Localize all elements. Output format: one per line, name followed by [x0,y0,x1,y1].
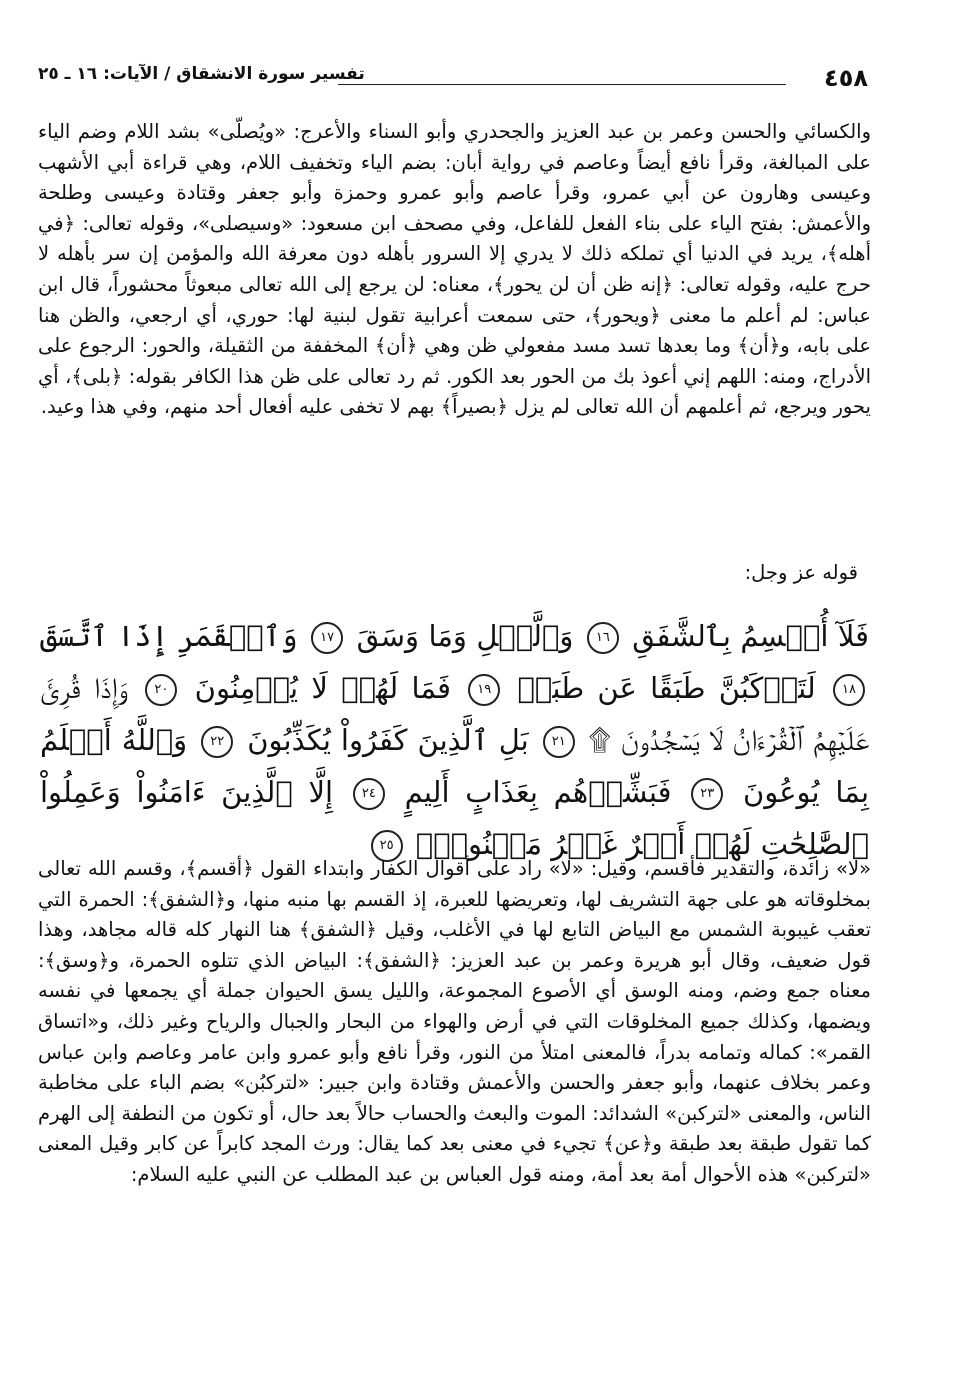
verse-text: وَٱللَّهُ أَعۡلَمُ بِمَا يُوعُونَ [40,723,870,809]
verse-text: فَبَشِّرۡهُم بِعَذَابٍ أَلِيمٍ [388,775,672,809]
ayah-number-marker: ٢١ [543,726,575,758]
intro-line: قوله عز وجل: [744,561,858,584]
verse-text: وَٱلۡقَمَرِ إِذَا ٱتَّسَقَ [40,619,298,653]
verse-text: فَلَآ أُقۡسِمُ بِٱلشَّفَقِ [622,619,870,653]
ayah-number-marker: ٢٠ [145,674,177,706]
ayah-number-marker: ١٩ [468,674,500,706]
ayah-number-marker: ٢٣ [691,778,723,810]
page-header [38,60,868,96]
verse-text: إِلَّا ٱلَّذِينَ ءَامَنُواْ وَعَمِلُواْ ٱلصَّٰلِحَٰتِ لَهُمۡ أَجۡرٌ غَيۡرُ مَمۡنُونِۭ [40,775,869,861]
verse-text: لَتَرۡكَبُنَّ طَبَقًا عَن طَبَقٖ [504,671,816,705]
ayah-number-marker: ١٨ [833,674,865,706]
quran-passage [40,610,870,861]
verse-text: وَٱلَّيۡلِ وَمَا وَسَقَ [347,619,574,653]
page-number: ٤٥٨ [824,64,868,92]
header-rule [338,84,786,85]
ayah-number-marker: ١٧ [311,622,343,654]
verse-text: فَمَا لَهُمۡ لَا يُؤۡمِنُونَ [181,671,451,705]
ayah-number-marker: ٢٢ [201,726,233,758]
commentary-paragraph-1: والكسائي والحسن وعمر بن عبد العزيز والجحدري وأبو السناء والأعرج: «ويُصلّى» بشد اللام وضم الياء على المبالغة، وقرأ نافع أيضاً وعاصم في رواية أبان: بضم الياء وتخفيف اللام، وهي قراءة أبي الأشهب وعيسى وهارون عن أبي عمرو، وقرأ عاصم وأبو عمرو وحمزة وأبو جعفر وقتادة وعيسى وطلحة والأعمش: بفتح الياء على بناء الفعل للفاعل، وفي مصحف ابن مسعود: «وسيصلى»، وقوله تعالى: ﴿في أهله﴾، يريد في الدنيا أي تملكه ذلك لا يدري إلا السرور بأهله دون معرفة الله والمؤمن إن سر بأهله لا حرج عليه، وقوله تعالى: ﴿إنه ظن أن لن يحور﴾، معناه: لن يرجع إلى الله تعالى مبعوثاً محشوراً، قال ابن عباس: لم أعلم ما معنى ﴿ويحور﴾، حتى سمعت أعرابية تقول لبنية لها: حوري، أي ارجعي، والظن هنا على بابه، و﴿أن﴾ وما بعدها تسد مسد مفعولي ظن وهي ﴿أن﴾ المخففة من الثقيلة، والحور: الرجوع على الأدراج، ومنه: اللهم إني أعوذ بك من الحور بعد الكور. ثم رد تعالى على ظن هذا الكافر بقوله: ﴿بلى﴾، أي يحور ويرجع، ثم أعلمهم أن الله تعالى لم يزل ﴿بصيراً﴾ بهم لا تخفى عليه أفعال أحد منهم، وفي هذا وعيد. [38,120,871,419]
commentary-paragraph-2: «لا» زائدة، والتقدير فأقسم، وقيل: «لا» راد على أقوال الكفار وابتداء القول ﴿أقسم﴾، وقسم الله تعالى بمخلوقاته هو على جهة التشريف لها، وتعريضها للعبرة، إذ القسم بها منبه منها، و﴿الشفق﴾: الحمرة التي تعقب غيبوبة الشمس مع البياض التابع لها في الأغلب، وقيل ﴿الشفق﴾ هنا النهار كله قاله مجاهد، وهذا قول ضعيف، وقال أبو هريرة وعمر بن عبد العزيز: ﴿الشفق﴾: البياض الذي تتلوه الحمرة، و﴿وسق﴾: معناه جمع وضم، ومنه الوسق أي الأصوع المجموعة، والليل يسق الحيوان جملة أي يجمعها في نفسه ويضمها، وكذلك جميع المخلوقات التي في أرض والهواء من البحار والجبال والرياح وغير ذلك، و«اتساق القمر»: كماله وتمامه بدراً، فالمعنى امتلأ من النور، وقرأ نافع وأبو عمرو وابن عامر وعاصم وابن عباس وعمر بخلاف عنهما، وأبو جعفر والحسن والأعمش وقتادة وابن جبير: «لتركبُن» بضم الباء على مخاطبة الناس، والمعنى «لتركبن» الشدائد: الموت والبعث والحساب حالاً بعد حال، أو تكون من النطفة إلى الهرم كما تقول طبقة بعد طبقة و﴿عن﴾ تجيء في معنى بعد كما يقال: ورث المجد كابراً عن كابر وقيل المعنى «لتركبن» هذه الأحوال أمة بعد أمة، ومنه قول العباس بن عبد المطلب عن النبي عليه السلام: [38,857,871,1186]
verse-text: وَإِذَا قُرِئَ عَلَيۡهِمُ ٱلۡقُرۡءَانُ لَا يَسۡجُدُونَ ۩ [40,671,870,757]
verse-text: بَلِ ٱلَّذِينَ كَفَرُواْ يُكَذِّبُونَ [237,723,529,757]
ayah-number-marker: ٢٥ [371,830,403,862]
ayah-number-marker: ٢٤ [353,778,385,810]
ayah-number-marker: ١٦ [587,622,619,654]
running-title: تفسير سورة الانشقاق / الآيات: ١٦ ـ ٢٥ [38,64,365,84]
